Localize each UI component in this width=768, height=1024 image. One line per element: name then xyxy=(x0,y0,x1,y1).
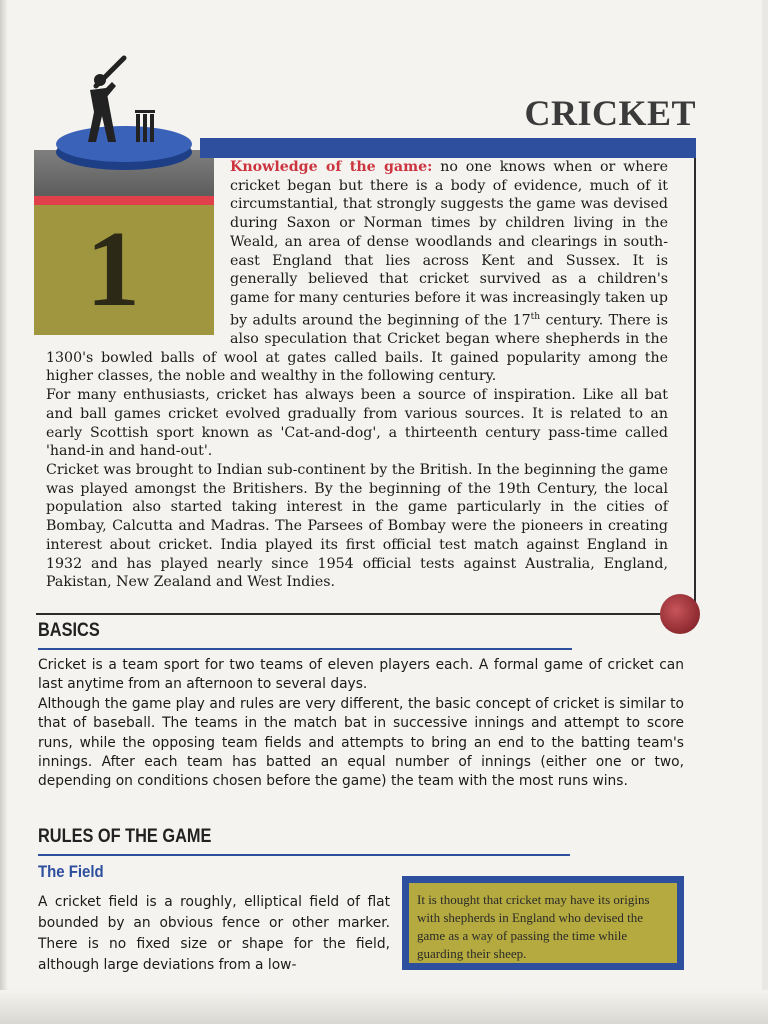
stumps-icon xyxy=(132,108,158,144)
superscript: th xyxy=(530,311,541,322)
intro-paragraph-2: For many enthusiasts, cricket has always been a source of inspiration. Like all bat and ball games cricket evolved gradually from various sources. It is related to an early Scottish sport known as 'Cat-and-dog', a thirteenth century pass-time called 'hand-in and hand-out'. xyxy=(46,387,668,460)
cricket-ball-icon xyxy=(660,594,700,634)
intro-box-border-bottom xyxy=(36,613,696,615)
page-title: CRICKET xyxy=(524,93,696,133)
intro-text-a: no one knows when or where cricket began but there is a body of evidence, much of it circumstantial, that strongly suggests the game was devised during Saxon or Norman times by children living in the Weald, an area of dense woodlands and clearings in south-east England that lies across Kent and Sussex. It is generally believed that cricket survived as a children's game for many centuries before it was increasingly taken up by adults around the beginning of the 17 xyxy=(230,159,668,329)
rules-rule xyxy=(38,854,570,856)
field-heading: The Field xyxy=(38,862,104,881)
intro-paragraph-3: Cricket was brought to Indian sub-continent by the British. In the beginning the game was played amongst the Britishers. By the beginning of the 19th Century, the local population also started taking interest in the game particularly in the cities of Bombay, Calcutta and Madras. The Parsees of Bombay were the pioneers in creating interest about cricket. India played its first official test match against England in 1932 and has played nearly since 1954 official tests against Australia, England, Pakistan, New Zealand and West Indies. xyxy=(46,461,668,591)
field-text: A cricket field is a roughly, elliptical field of flat bounded by an obvious fence or other marker. There is no fixed size or shape for the field, although large deviations from a low- xyxy=(38,894,390,973)
intro-text xyxy=(46,158,668,592)
header-bar xyxy=(200,138,696,158)
basics-paragraph-2: Although the game play and rules are very different, the basic concept of cricket is similar to that of baseball. The teams in the match bat in successive innings and attempt to score runs, while the opposing team fields and attempts to bring an end to the batting team's innings. After each team has batted an equal number of innings (either one or two, depending on conditions chosen before the game) the team with the most runs wins. xyxy=(38,695,684,790)
rules-heading: RULES OF THE GAME xyxy=(38,826,212,847)
basics-text xyxy=(38,656,684,792)
chapter-number: 1 xyxy=(86,210,138,329)
basics-heading: BASICS xyxy=(38,620,100,641)
page-edge-shadow xyxy=(0,0,8,1024)
callout-text: It is thought that cricket may have its origins with shepherds in England who devised the game as a way of passing the time while guarding their sheep. xyxy=(409,883,677,963)
basics-rule xyxy=(38,648,572,650)
callout-box xyxy=(402,876,684,970)
intro-text-b: century. There is also speculation that Cricket began where shepherds in the 1300's bowled balls of wool at gates called bails. It gained popularity among the higher classes, the noble and wealthy in the following century. xyxy=(46,312,668,385)
knowledge-lead: Knowledge of the game: xyxy=(230,159,433,175)
intro-box-border xyxy=(694,158,696,614)
basics-paragraph-1: Cricket is a team sport for two teams of eleven players each. A formal game of cricket can last anytime from an afternoon to several days. xyxy=(38,657,684,693)
page-bottom-shadow xyxy=(0,990,768,1024)
